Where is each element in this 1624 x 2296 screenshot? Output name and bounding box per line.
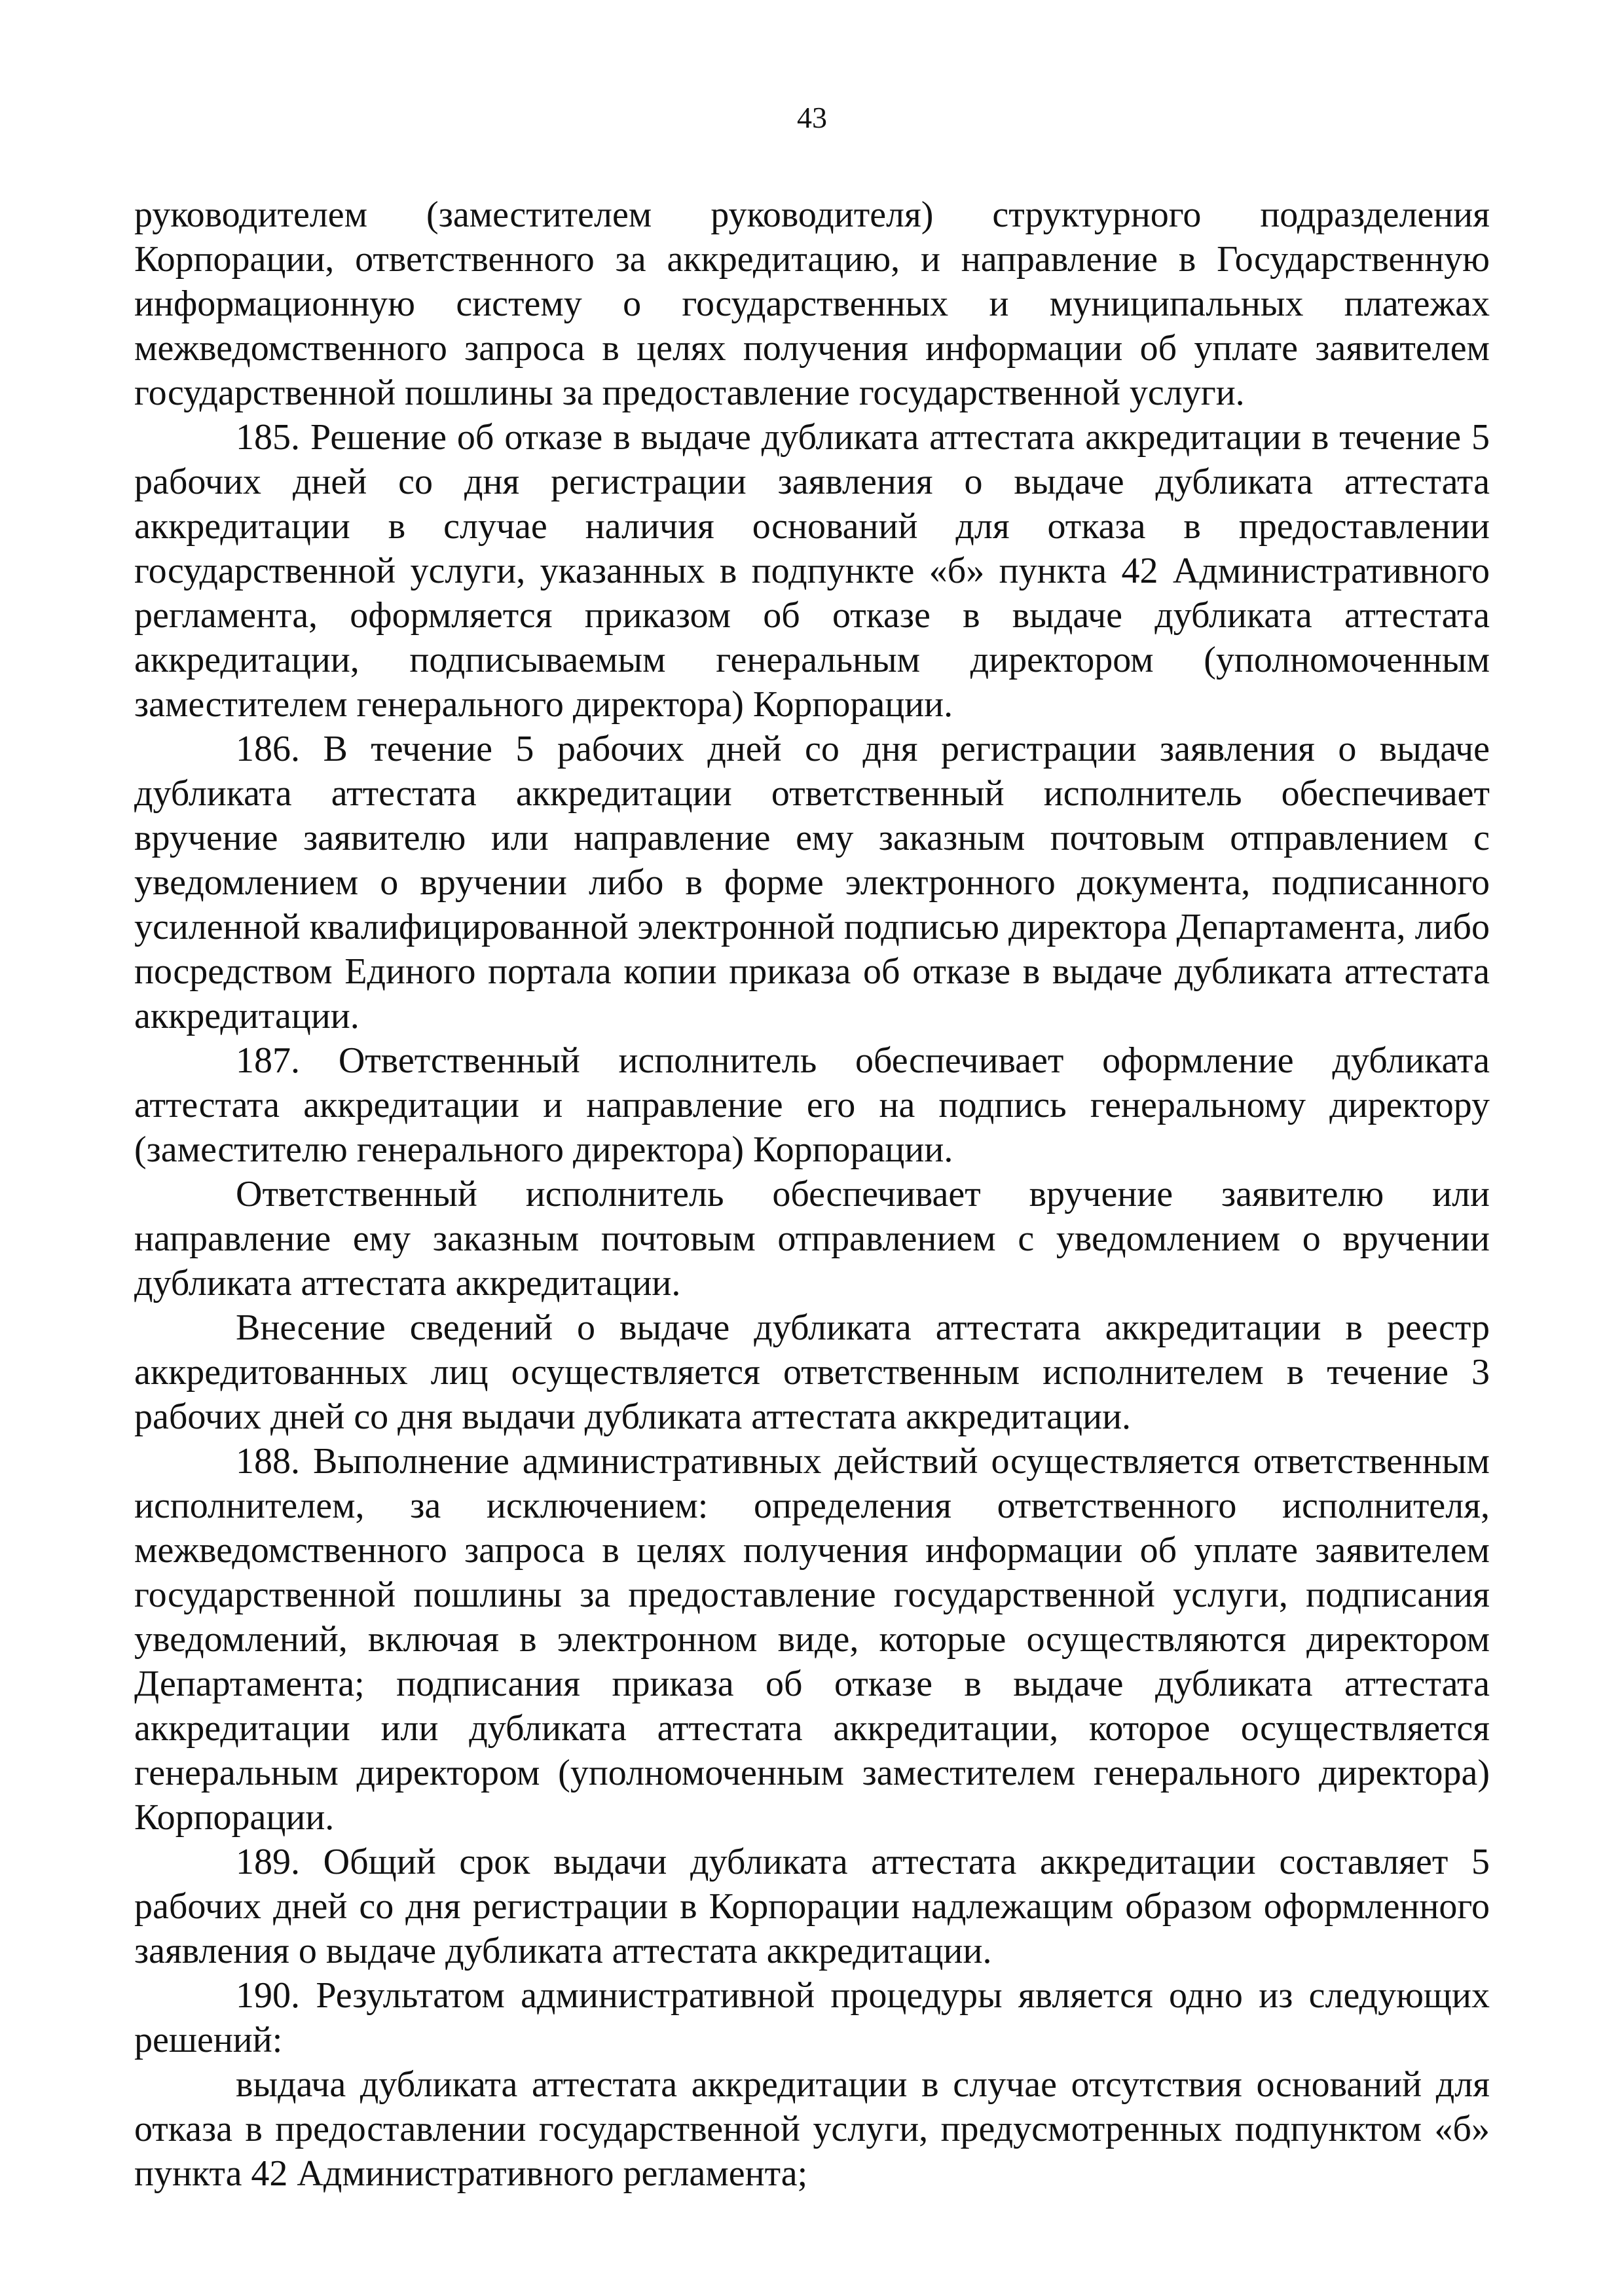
- paragraph-188: 188. Выполнение административных действий осуществляется ответственным исполнителем, за исключением: определения ответственного исполнителя, межведомственного запроса в целях получения информации об уплате заявителем государственной пошлины за предоставление государственной услуги, подписания уведомлений, включая в электронном виде, которые осуществляются директором Департамента; подписания приказа об отказе в выдаче дубликата аттестата аккредитации или дубликата аттестата аккредитации, которое осуществляется генеральным директором (уполномоченным заместителем генерального директора) Корпорации.: [134, 1441, 1490, 1838]
- paragraph-190: 190. Результатом административной процедуры является одно из следующих решений:: [134, 1975, 1490, 2060]
- paragraph-185: 185. Решение об отказе в выдаче дубликата аттестата аккредитации в течение 5 рабочих дней со дня регистрации заявления о выдаче дубликата аттестата аккредитации в случае наличия оснований для отказа в предоставлении государственной услуги, указанных в подпункте «б» пункта 42 Административного регламента, оформляется приказом об отказе в выдаче дубликата аттестата аккредитации, подписываемым генеральным директором (уполномоченным заместителем генерального директора) Корпорации.: [134, 417, 1490, 725]
- paragraph-190-item: выдача дубликата аттестата аккредитации в случае отсутствия оснований для отказа в предоставлении государственной услуги, предусмотренных подпунктом «б» пункта 42 Административного регламента;: [134, 2064, 1490, 2194]
- paragraph-187-registry: Внесение сведений о выдаче дубликата аттестата аккредитации в реестр аккредитованных лиц осуществляется ответственным исполнителем в течение 3 рабочих дней со дня выдачи дубликата аттестата аккредитации.: [134, 1307, 1490, 1437]
- paragraph-187-delivery: Ответственный исполнитель обеспечивает вручение заявителю или направление ему заказным почтовым отправлением с уведомлением о вручении дубликата аттестата аккредитации.: [134, 1174, 1490, 1303]
- paragraph-186: 186. В течение 5 рабочих дней со дня регистрации заявления о выдаче дубликата аттестата аккредитации ответственный исполнитель обеспечивает вручение заявителю или направление ему заказным почтовым отправлением с уведомлением о вручении либо в форме электронного документа, подписанного усиленной квалифицированной электронной подписью директора Департамента, либо посредством Единого портала копии приказа об отказе в выдаче дубликата аттестата аккредитации.: [134, 729, 1490, 1036]
- document-body: [134, 192, 1490, 2196]
- page-number: 43: [797, 101, 827, 134]
- paragraph-189: 189. Общий срок выдачи дубликата аттестата аккредитации составляет 5 рабочих дней со дня регистрации в Корпорации надлежащим образом оформленного заявления о выдаче дубликата аттестата аккредитации.: [134, 1842, 1490, 1971]
- paragraph-187: 187. Ответственный исполнитель обеспечивает оформление дубликата аттестата аккредитации и направление его на подпись генеральному директору (заместителю генерального директора) Корпорации.: [134, 1040, 1490, 1170]
- paragraph-continuation: руководителем (заместителем руководителя) структурного подразделения Корпорации, ответственного за аккредитацию, и направление в Государственную информационную систему о государственных и муниципальных платежах межведомственного запроса в целях получения информации об уплате заявителем государственной пошлины за предоставление государственной услуги.: [134, 194, 1490, 413]
